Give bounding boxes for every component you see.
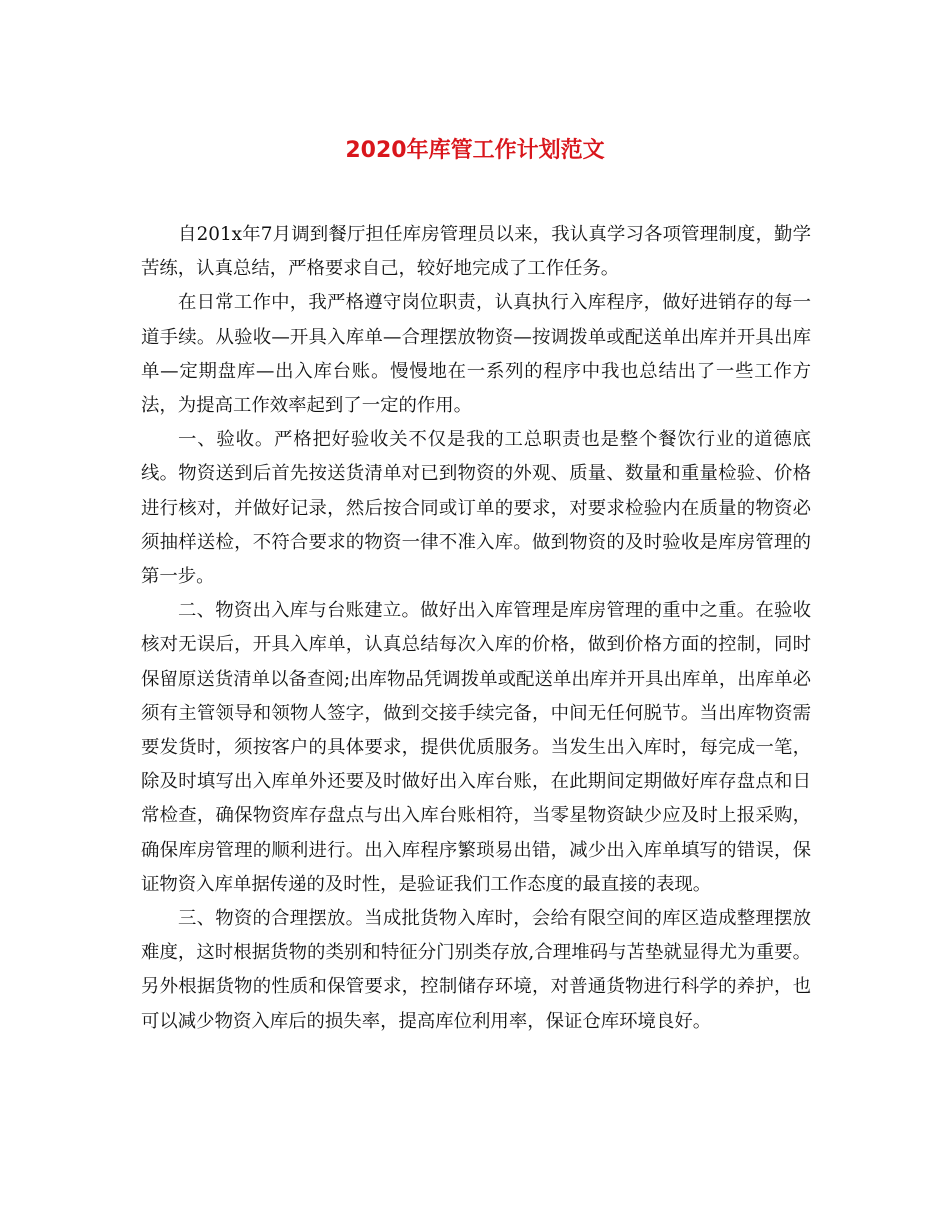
paragraph-inspection: 一、验收。严格把好验收关不仅是我的工总职责也是整个餐饮行业的道德底线。物资送到后首先按送货清单对已到物资的外观、质量、数量和重量检验、价格进行核对，并做好记录，然后按合同或订单的要求，对要求检验内在质量的物资必须抽样送检，不符合要求的物资一律不准入库。做到物资的及时验收是库房管理的第一步。	[141, 429, 811, 588]
paragraph-inbound-outbound: 二、物资出入库与台账建立。做好出入库管理是库房管理的重中之重。在验收核对无误后，开具入库单，认真总结每次入库的价格，做到价格方面的控制，同时保留原送货清单以备查阅;出库物品凭调拨单或配送单出库并开具出库单，出库单必须有主管领导和领物人签字，做到交接手续完备，中间无任何脱节。当出库物资需要发货时，须按客户的具体要求，提供优质服务。当发生出入库时，每完成一笔，除及时填写出入库单外还要及时做好出入库台账，在此期间定期做好库存盘点和日常检查，确保物资库存盘点与出入库台账相符，当零星物资缺少应及时上报采购，确保库房管理的顺利进行。出入库程序繁琐易出错，减少出入库单填写的错误，保证物资入库单据传递的及时性，是验证我们工作态度的最直接的表现。	[141, 600, 811, 895]
paragraph-daily-work: 在日常工作中，我严格遵守岗位职责，认真执行入库程序，做好进销存的每一道手续。从验收—开具入库单—合理摆放物资—按调拨单或配送单出库并开具出库单—定期盘库—出入库台账。慢慢地在一系列的程序中我也总结出了一些工作方法，为提高工作效率起到了一定的作用。	[141, 292, 811, 417]
paragraph-storage-arrangement: 三、物资的合理摆放。当成批货物入库时，会给有限空间的库区造成整理摆放难度，这时根据货物的类别和特征分门别类存放,合理堆码与苫垫就显得尤为重要。另外根据货物的性质和保管要求，控制储存环境，对普通货物进行科学的养护，也可以减少物资入库后的损失率，提高库位利用率，保证仓库环境良好。	[141, 908, 811, 1032]
document-body	[141, 218, 811, 1039]
paragraph-intro: 自201x年7月调到餐厅担任库房管理员以来，我认真学习各项管理制度，勤学苦练，认真总结，严格要求自己，较好地完成了工作任务。	[141, 224, 811, 280]
document-title: 2020年库管工作计划范文	[345, 138, 605, 163]
